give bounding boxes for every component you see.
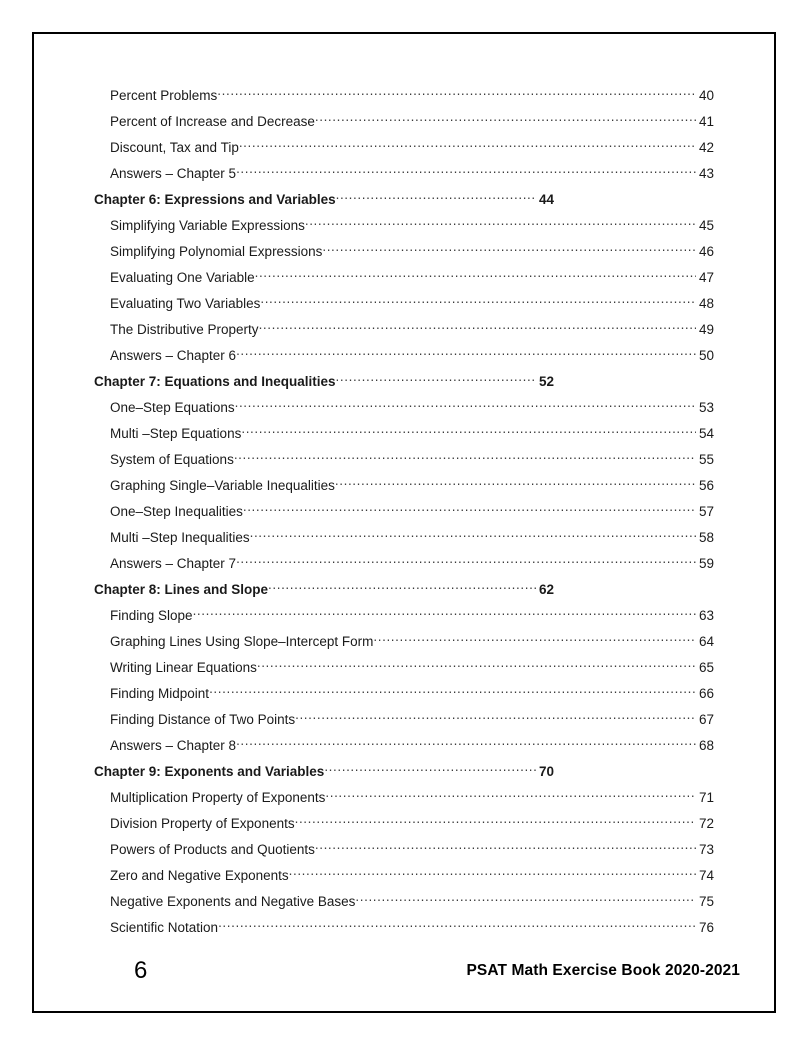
toc-entry-label: Writing Linear Equations (110, 659, 257, 675)
dot-leader (218, 918, 696, 932)
toc-entry-label: Scientific Notation (110, 919, 219, 935)
toc-entry-label: Finding Distance of Two Points (110, 711, 296, 727)
toc-entry-page-number: 68 (698, 737, 714, 753)
toc-entry-page-number: 54 (698, 425, 714, 441)
toc-entry-page-number: 74 (698, 867, 714, 883)
toc-entry-row[interactable] (92, 398, 714, 424)
toc-entry-row[interactable] (92, 606, 714, 632)
toc-entry-row[interactable] (92, 684, 714, 710)
toc-entry-label: The Distributive Property (110, 321, 259, 337)
toc-entry-row[interactable] (92, 528, 714, 554)
dot-leader (322, 242, 696, 256)
dot-leader (236, 554, 696, 568)
toc-entry-row[interactable] (92, 736, 714, 762)
page-footer (34, 949, 774, 983)
dot-leader (315, 840, 696, 854)
dot-leader (260, 294, 696, 308)
toc-entry-page-number: 64 (698, 633, 714, 649)
toc-entry-row[interactable] (92, 554, 714, 580)
toc-entry-label: Multi –Step Equations (110, 425, 242, 441)
toc-chapter-row[interactable] (92, 372, 714, 398)
dot-leader (193, 606, 696, 620)
toc-entry-page-number: 62 (538, 581, 554, 597)
toc-entry-page-number: 46 (698, 243, 714, 259)
toc-entry-row[interactable] (92, 866, 714, 892)
toc-entry-row[interactable] (92, 892, 714, 918)
toc-entry-label: Evaluating One Variable (110, 269, 255, 285)
toc-entry-page-number: 58 (698, 529, 714, 545)
toc-entry-row[interactable] (92, 112, 714, 138)
toc-entry-row[interactable] (92, 450, 714, 476)
toc-entry-label: Percent Problems (110, 87, 218, 103)
toc-entry-page-number: 48 (698, 295, 714, 311)
dot-leader (259, 320, 696, 334)
toc-entry-label: Negative Exponents and Negative Bases (110, 893, 356, 909)
toc-entry-page-number: 50 (698, 347, 714, 363)
toc-entry-label: Zero and Negative Exponents (110, 867, 289, 883)
toc-entry-row[interactable] (92, 294, 714, 320)
page-number: 6 (134, 957, 148, 984)
dot-leader (289, 866, 696, 880)
toc-entry-row[interactable] (92, 502, 714, 528)
toc-entry-label: Answers – Chapter 8 (110, 737, 237, 753)
toc-entry-label: Simplifying Polynomial Expressions (110, 243, 323, 259)
toc-entry-row[interactable] (92, 346, 714, 372)
toc-entry-page-number: 43 (698, 165, 714, 181)
toc-entry-page-number: 72 (698, 815, 714, 831)
dot-leader (243, 502, 696, 516)
toc-entry-row[interactable] (92, 710, 714, 736)
toc-entry-row[interactable] (92, 320, 714, 346)
toc-entry-row[interactable] (92, 424, 714, 450)
dot-leader (236, 736, 696, 750)
toc-entry-label: Graphing Lines Using Slope–Intercept Form (110, 633, 374, 649)
toc-entry-label: Chapter 7: Equations and Inequalities (94, 373, 336, 389)
dot-leader (209, 684, 696, 698)
toc-entry-label: Answers – Chapter 5 (110, 165, 237, 181)
toc-entry-page-number: 56 (698, 477, 714, 493)
toc-chapter-row[interactable] (92, 762, 714, 788)
toc-entry-row[interactable] (92, 632, 714, 658)
toc-entry-row[interactable] (92, 138, 714, 164)
toc-entry-row[interactable] (92, 216, 714, 242)
toc-entry-row[interactable] (92, 840, 714, 866)
toc-chapter-row[interactable] (92, 580, 714, 606)
dot-leader (336, 190, 536, 204)
dot-leader (235, 398, 696, 412)
dot-leader (325, 788, 696, 802)
toc-entry-row[interactable] (92, 242, 714, 268)
dot-leader (315, 112, 696, 126)
toc-entry-page-number: 59 (698, 555, 714, 571)
toc-entry-row[interactable] (92, 658, 714, 684)
toc-entry-page-number: 55 (698, 451, 714, 467)
toc-entry-row[interactable] (92, 814, 714, 840)
dot-leader (236, 346, 696, 360)
toc-entry-page-number: 57 (698, 503, 714, 519)
footer-book-title: PSAT Math Exercise Book 2020-2021 (466, 962, 740, 979)
toc-entry-label: Division Property of Exponents (110, 815, 295, 831)
toc-entry-page-number: 66 (698, 685, 714, 701)
toc-entry-label: One–Step Equations (110, 399, 235, 415)
toc-entry-page-number: 40 (698, 87, 714, 103)
dot-leader (268, 580, 536, 594)
dot-leader (250, 528, 696, 542)
toc-entry-label: Chapter 8: Lines and Slope (94, 581, 269, 597)
dot-leader (241, 424, 696, 438)
dot-leader (257, 658, 696, 672)
toc-entry-page-number: 47 (698, 269, 714, 285)
dot-leader (335, 476, 696, 490)
toc-entry-label: Chapter 9: Exponents and Variables (94, 763, 325, 779)
toc-entry-page-number: 44 (538, 191, 554, 207)
toc-entry-label: System of Equations (110, 451, 234, 467)
dot-leader (355, 892, 696, 906)
toc-entry-row[interactable] (92, 268, 714, 294)
toc-entry-page-number: 53 (698, 399, 714, 415)
toc-entry-page-number: 76 (698, 919, 714, 935)
toc-entry-label: Answers – Chapter 7 (110, 555, 237, 571)
toc-entry-page-number: 75 (698, 893, 714, 909)
toc-entry-label: Evaluating Two Variables (110, 295, 261, 311)
toc-entry-row[interactable] (92, 918, 714, 944)
toc-entry-label: Answers – Chapter 6 (110, 347, 237, 363)
toc-entry-label: Simplifying Variable Expressions (110, 217, 305, 233)
toc-entry-label: Graphing Single–Variable Inequalities (110, 477, 335, 493)
toc-entry-page-number: 67 (698, 711, 714, 727)
toc-entry-label: Powers of Products and Quotients (110, 841, 315, 857)
toc-entry-label: Chapter 6: Expressions and Variables (94, 191, 336, 207)
dot-leader (295, 814, 696, 828)
dot-leader (324, 762, 536, 776)
toc-entry-page-number: 49 (698, 321, 714, 337)
dot-leader (336, 372, 536, 386)
toc-entry-label: Finding Midpoint (110, 685, 210, 701)
toc-entry-label: Percent of Increase and Decrease (110, 113, 315, 129)
toc-entry-label: One–Step Inequalities (110, 503, 243, 519)
toc-entry-page-number: 41 (698, 113, 714, 129)
dot-leader (305, 216, 696, 230)
dot-leader (234, 450, 696, 464)
toc-entry-page-number: 52 (538, 373, 554, 389)
toc-entry-page-number: 63 (698, 607, 714, 623)
toc-entry-label: Discount, Tax and Tip (110, 139, 239, 155)
dot-leader (236, 164, 696, 178)
toc-entry-row[interactable] (92, 788, 714, 814)
toc-chapter-row[interactable] (92, 190, 714, 216)
toc-entry-label: Multiplication Property of Exponents (110, 789, 326, 805)
page-frame (32, 32, 776, 1013)
toc-entry-row[interactable] (92, 86, 714, 112)
toc-entry-row[interactable] (92, 164, 714, 190)
toc-entry-page-number: 65 (698, 659, 714, 675)
dot-leader (255, 268, 696, 282)
toc-entry-row[interactable] (92, 476, 714, 502)
toc-entry-label: Finding Slope (110, 607, 193, 623)
toc-entry-page-number: 45 (698, 217, 714, 233)
table-of-contents (92, 86, 714, 944)
toc-entry-label: Multi –Step Inequalities (110, 529, 250, 545)
dot-leader (217, 86, 696, 100)
toc-entry-page-number: 42 (698, 139, 714, 155)
toc-entry-page-number: 73 (698, 841, 714, 857)
toc-entry-page-number: 70 (538, 763, 554, 779)
dot-leader (239, 138, 696, 152)
dot-leader (295, 710, 696, 724)
toc-entry-page-number: 71 (698, 789, 714, 805)
dot-leader (373, 632, 696, 646)
